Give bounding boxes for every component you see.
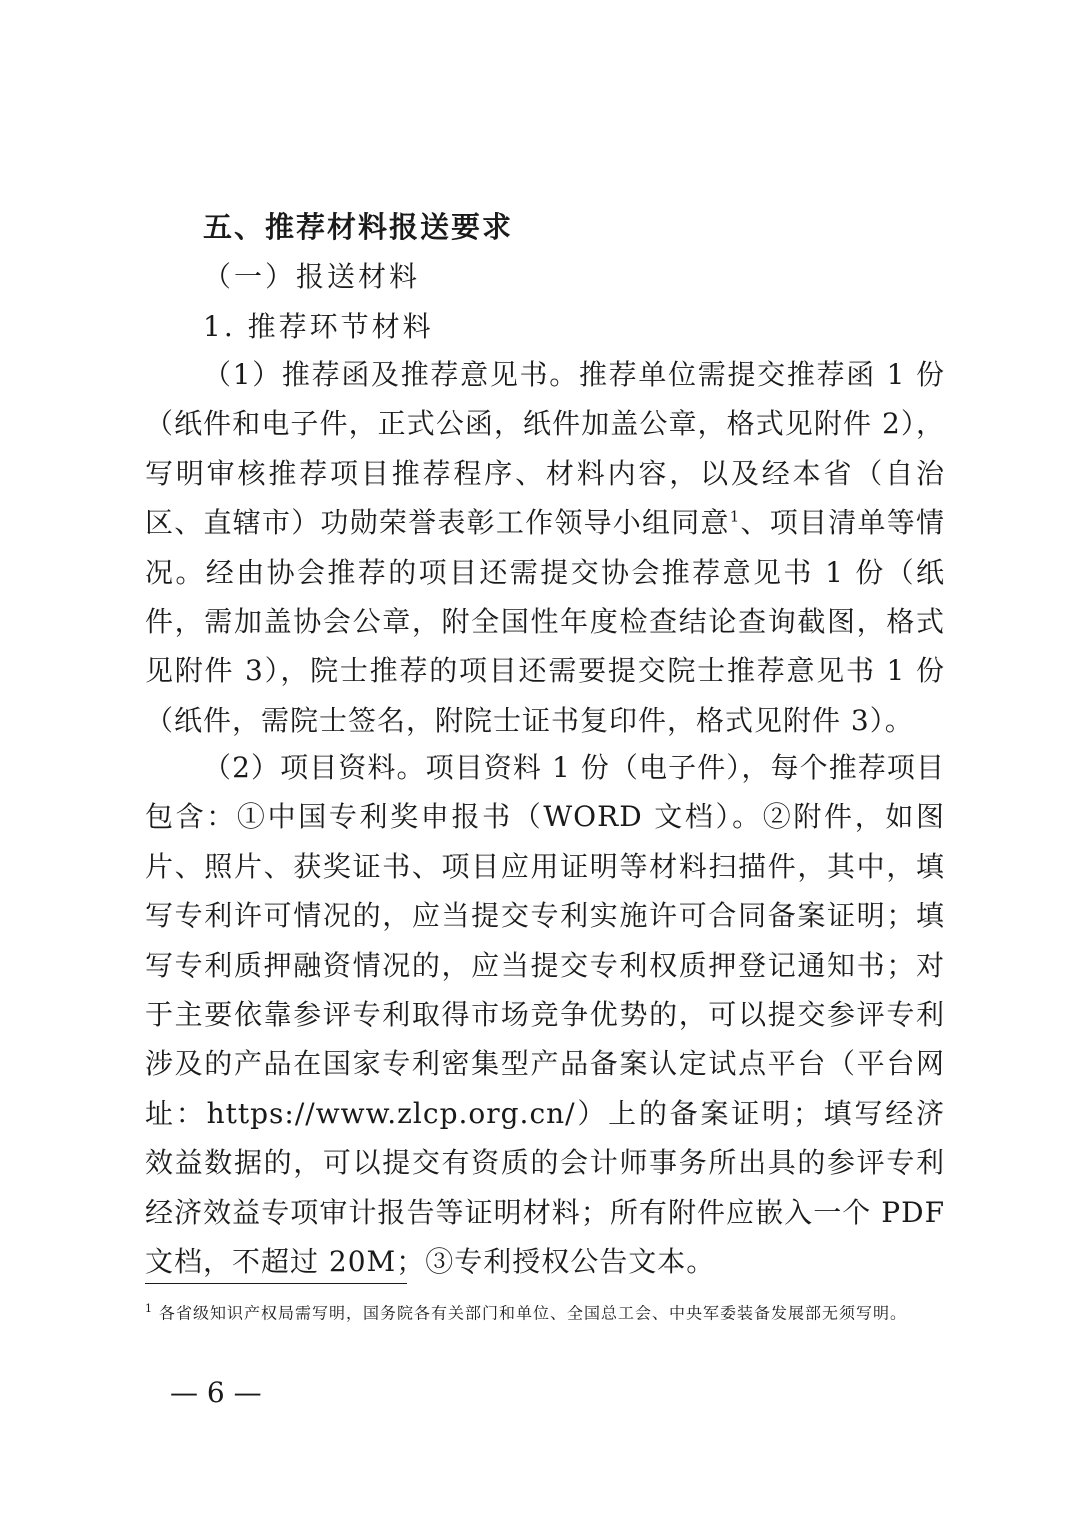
paragraph-1-text-a: （1）推荐函及推荐意见书。推荐单位需提交推荐函 1 份（纸件和电子件，正式公函，纸件加盖公章，格式见附件 2），写明审核推荐项目推荐程序、材料内容，以及经本省（自治区、直辖市）功勋荣誉表彰工作领导小组同意 <box>145 358 945 540</box>
paragraph-project-materials: （2）项目资料。项目资料 1 份（电子件），每个推荐项目包含：①中国专利奖申报书（WORD 文档）。②附件，如图片、照片、获奖证书、项目应用证明等材料扫描件，其中，填写专利许可情况的，应当提交专利实施许可合同备案证明；填写专利质押融资情况的，应当提交专利权质押登记通知书；对于主要依靠参评专利取得市场竞争优势的，可以提交参评专利涉及的产品在国家专利密集型产品备案认定试点平台（平台网址：https://www.zlcp.org.cn/）上的备案证明；填写经济效益数据的，可以提交有资质的会计师事务所出具的参评专利经济效益专项审计报告等证明材料；所有附件应嵌入一个 PDF 文档，不超过 20M；③专利授权公告文本。 <box>145 751 945 1279</box>
footnote <box>145 1296 945 1326</box>
footnote-reference: 1 <box>729 507 741 526</box>
item-heading: 1. 推荐环节材料 <box>203 310 434 343</box>
footnote-mark: 1 <box>145 1302 153 1315</box>
footnote-text: 各省级知识产权局需写明，国务院各有关部门和单位、全国总工会、中央军委装备发展部无须写明。 <box>159 1303 908 1323</box>
page-number: — 6 — <box>170 1376 262 1409</box>
section-heading: 五、推荐材料报送要求 <box>203 210 514 244</box>
paragraph-1-text-b: 、项目清单等情况。经由协会推荐的项目还需提交协会推荐意见书 1 份（纸件，需加盖协会公章，附全国性年度检查结论查询截图，格式见附件 3），院士推荐的项目还需要提交院士推荐意见书 1 份（纸件，需院士签名，附院士证书复印件，格式见附件 3）。 <box>145 506 945 737</box>
footnote-separator <box>145 1283 407 1284</box>
subsection-heading: （一）报送材料 <box>203 260 421 293</box>
paragraph-recommendation-letter <box>145 350 945 745</box>
